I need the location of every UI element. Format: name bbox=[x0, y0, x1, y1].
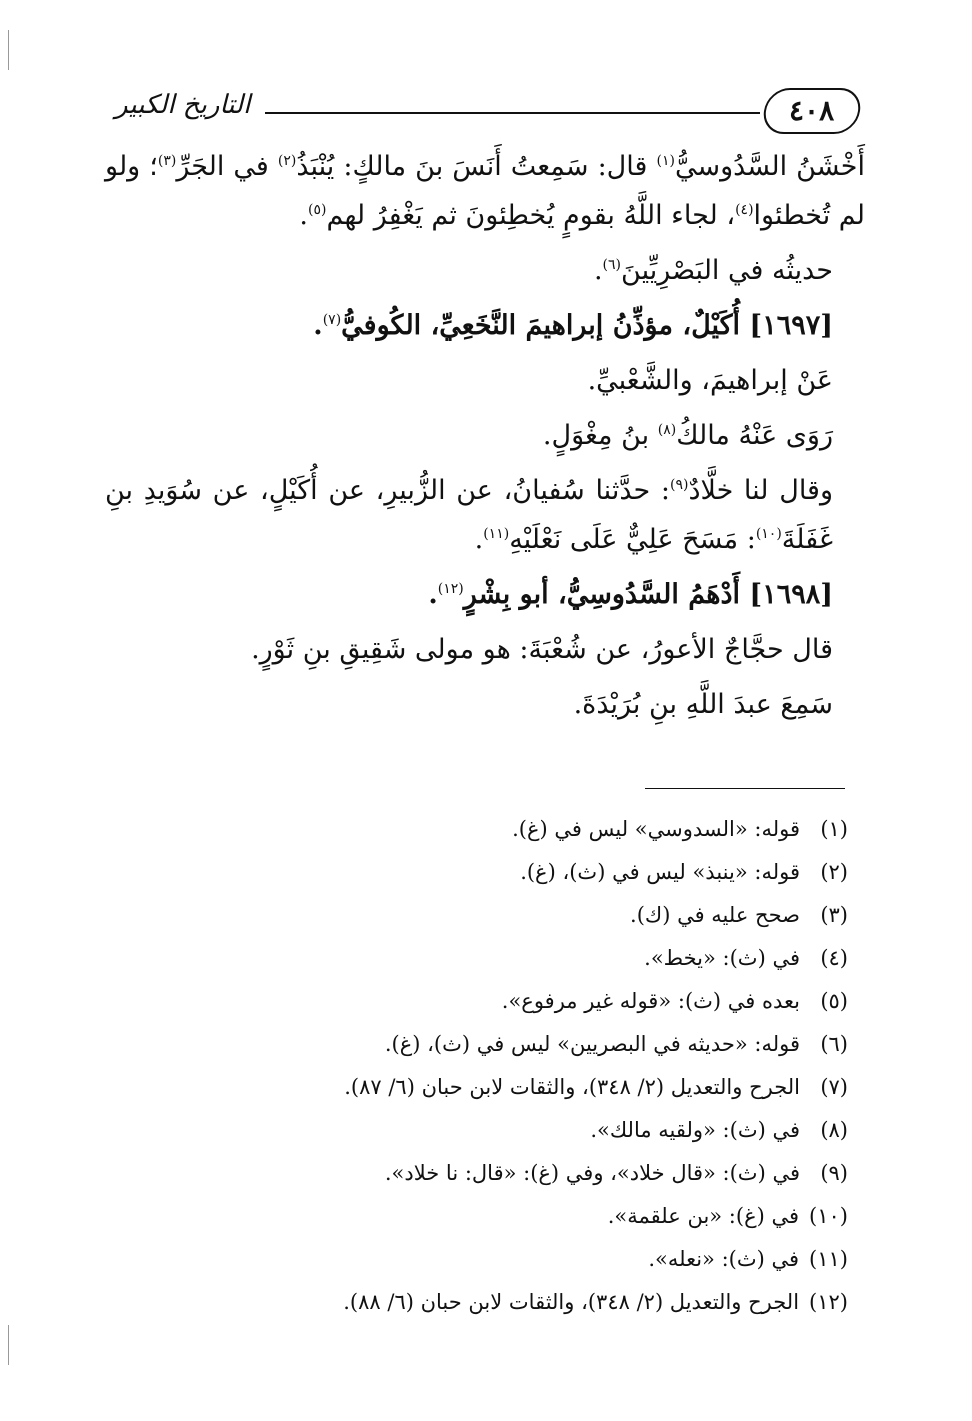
footnote-divider bbox=[645, 788, 845, 789]
text-run: . bbox=[474, 524, 484, 555]
page-header bbox=[115, 86, 860, 136]
footnote-number: (٨) bbox=[820, 1118, 848, 1142]
paragraph-2 bbox=[105, 246, 865, 295]
footnote-number: (٦) bbox=[820, 1032, 848, 1056]
page-number: ٤٠٨ bbox=[789, 94, 835, 127]
footnote-text: صحح عليه في (ك). bbox=[630, 903, 800, 927]
binding-mark-top bbox=[8, 30, 9, 70]
footnote-item bbox=[160, 1066, 848, 1109]
text-run: : حدَّثنا سُفيانُ، عن الزُّبيرِ، عن أُكَيْلٍ، عن سُوَيدِ بنِ غَفَلَةَ bbox=[105, 475, 833, 555]
footnote-ref: (٦) bbox=[602, 257, 622, 273]
footnote-number: (٧) bbox=[820, 1075, 848, 1099]
footnote-ref: (٥) bbox=[308, 202, 327, 218]
text-run: قال: سَمِعتُ أَنَسَ بنَ مالكٍ: يُنْبَذُ bbox=[296, 151, 657, 182]
entry-name: أَدْهَمُ السَّدُوسِيُّ، أبو بِشْرٍ bbox=[463, 579, 741, 610]
footnote-text: الجرح والتعديل (٢/ ٣٤٨)، والثقات لابن حبان (٦/ ٨٧). bbox=[344, 1075, 800, 1099]
text-run: . bbox=[299, 200, 308, 231]
footnote-item bbox=[160, 1195, 848, 1238]
text-run: بنُ مِغْوَلٍ. bbox=[542, 420, 658, 451]
footnote-text: في (ث): «ولقيه مالك». bbox=[590, 1118, 800, 1142]
footnote-ref: (٩) bbox=[669, 477, 689, 493]
footnote-item bbox=[160, 1281, 848, 1324]
text-run: . bbox=[313, 310, 323, 341]
text-run: رَوَى عَنْهُ مالكُ bbox=[676, 420, 833, 451]
paragraph-4 bbox=[105, 411, 865, 460]
footnote-ref: (٢) bbox=[277, 153, 297, 169]
text-run: ؛ ولو لم تُخطئوا bbox=[105, 151, 865, 231]
footnote-item bbox=[160, 937, 848, 980]
paragraph-6: قال حجَّاجٌ الأعورُ، عن شُعْبَةَ: هو مولى شَقِيقِ بنِ ثَوْرٍ. bbox=[251, 634, 833, 665]
entry-1697 bbox=[105, 301, 865, 350]
footnote-text: في (ث): «قال خلاد»، وفي (غ): «قال: نا خلاد». bbox=[384, 1161, 800, 1185]
footnote-text: في (غ): «بن علقمة». bbox=[607, 1204, 800, 1228]
footnote-item bbox=[160, 980, 848, 1023]
footnote-item bbox=[160, 1152, 848, 1195]
header-rule bbox=[265, 112, 760, 114]
footnote-text: في (ث): «يخط». bbox=[644, 946, 800, 970]
footnote-ref: (١٢) bbox=[437, 581, 464, 597]
footnote-number: (٢) bbox=[820, 860, 848, 884]
text-run: : مَسَحَ عَلِيٌّ عَلَى نَعْلَيْهِ bbox=[509, 524, 756, 555]
footnote-number: (٩) bbox=[820, 1161, 848, 1185]
footnote-ref: (١٠) bbox=[755, 526, 782, 542]
footnote-text: الجرح والتعديل (٢/ ٣٤٨)، والثقات لابن حبان (٦/ ٨٨). bbox=[343, 1290, 800, 1314]
main-text bbox=[105, 142, 865, 735]
footnote-number: (١) bbox=[820, 817, 848, 841]
footnote-item bbox=[160, 1023, 848, 1066]
text-run: في الجَرِّ bbox=[176, 151, 278, 182]
footnote-text: قوله: «حديثه في البصريين» ليس في (ث)، (غ). bbox=[384, 1032, 800, 1056]
footnote-item bbox=[160, 1238, 848, 1281]
entry-1698 bbox=[105, 570, 865, 619]
footnotes bbox=[160, 808, 848, 1324]
binding-mark-bottom bbox=[8, 1325, 9, 1365]
paragraph-3: عَنْ إبراهيمَ، والشَّعْبيِّ. bbox=[587, 365, 833, 396]
text-run: . bbox=[428, 579, 438, 610]
footnote-number: (٤) bbox=[820, 946, 848, 970]
paragraph-7: سَمِعَ عبدَ اللَّهِ بنِ بُرَيْدَةَ. bbox=[573, 689, 833, 720]
footnote-item bbox=[160, 1109, 848, 1152]
text-run: حديثُه في البَصْرِيِّينَ bbox=[621, 255, 833, 286]
footnote-number: (١٠) bbox=[809, 1204, 848, 1228]
page-number-badge bbox=[761, 88, 863, 134]
footnote-text: قوله: «السدوسي» ليس في (غ). bbox=[512, 817, 800, 841]
footnote-number: (١٢) bbox=[809, 1290, 848, 1314]
footnote-number: (١١) bbox=[809, 1247, 848, 1271]
text-run: وقال لنا خلَّادٌ bbox=[688, 475, 833, 506]
footnote-number: (٥) bbox=[820, 989, 848, 1013]
footnote-number: (٣) bbox=[820, 903, 848, 927]
footnote-ref: (٣) bbox=[157, 153, 177, 169]
footnote-item bbox=[160, 851, 848, 894]
footnote-ref: (٨) bbox=[657, 422, 677, 438]
footnote-text: في (ث): «نعله». bbox=[648, 1247, 800, 1271]
entry-number: [١٦٩٨] bbox=[740, 579, 833, 610]
book-title: التاريخ الكبير bbox=[115, 90, 251, 120]
footnote-ref: (١) bbox=[656, 153, 675, 169]
footnote-ref: (٤) bbox=[735, 202, 754, 218]
footnote-item bbox=[160, 894, 848, 937]
footnote-ref: (١١) bbox=[483, 526, 510, 542]
footnote-item bbox=[160, 808, 848, 851]
paragraph-1 bbox=[105, 142, 865, 240]
text-run: ، لجاء اللَّهُ بقومٍ يُخطِئونَ ثم يَغْفِرُ لهم bbox=[326, 200, 736, 231]
footnote-text: قوله: «ينبذ» ليس في (ث)، (غ). bbox=[520, 860, 800, 884]
entry-name: أُكَيْلٌ، مؤذِّنُ إبراهيمَ النَّخَعِيِّ، الكُوفيُّ bbox=[341, 310, 741, 341]
text-run: أَخْشَنُ السَّدُوسيُّ bbox=[674, 151, 865, 182]
text-run: . bbox=[593, 255, 603, 286]
footnote-text: بعده في (ث): «قوله غير مرفوع». bbox=[501, 989, 800, 1013]
footnote-ref: (٧) bbox=[322, 312, 342, 328]
entry-number: [١٦٩٧] bbox=[740, 310, 833, 341]
paragraph-5 bbox=[105, 466, 865, 564]
